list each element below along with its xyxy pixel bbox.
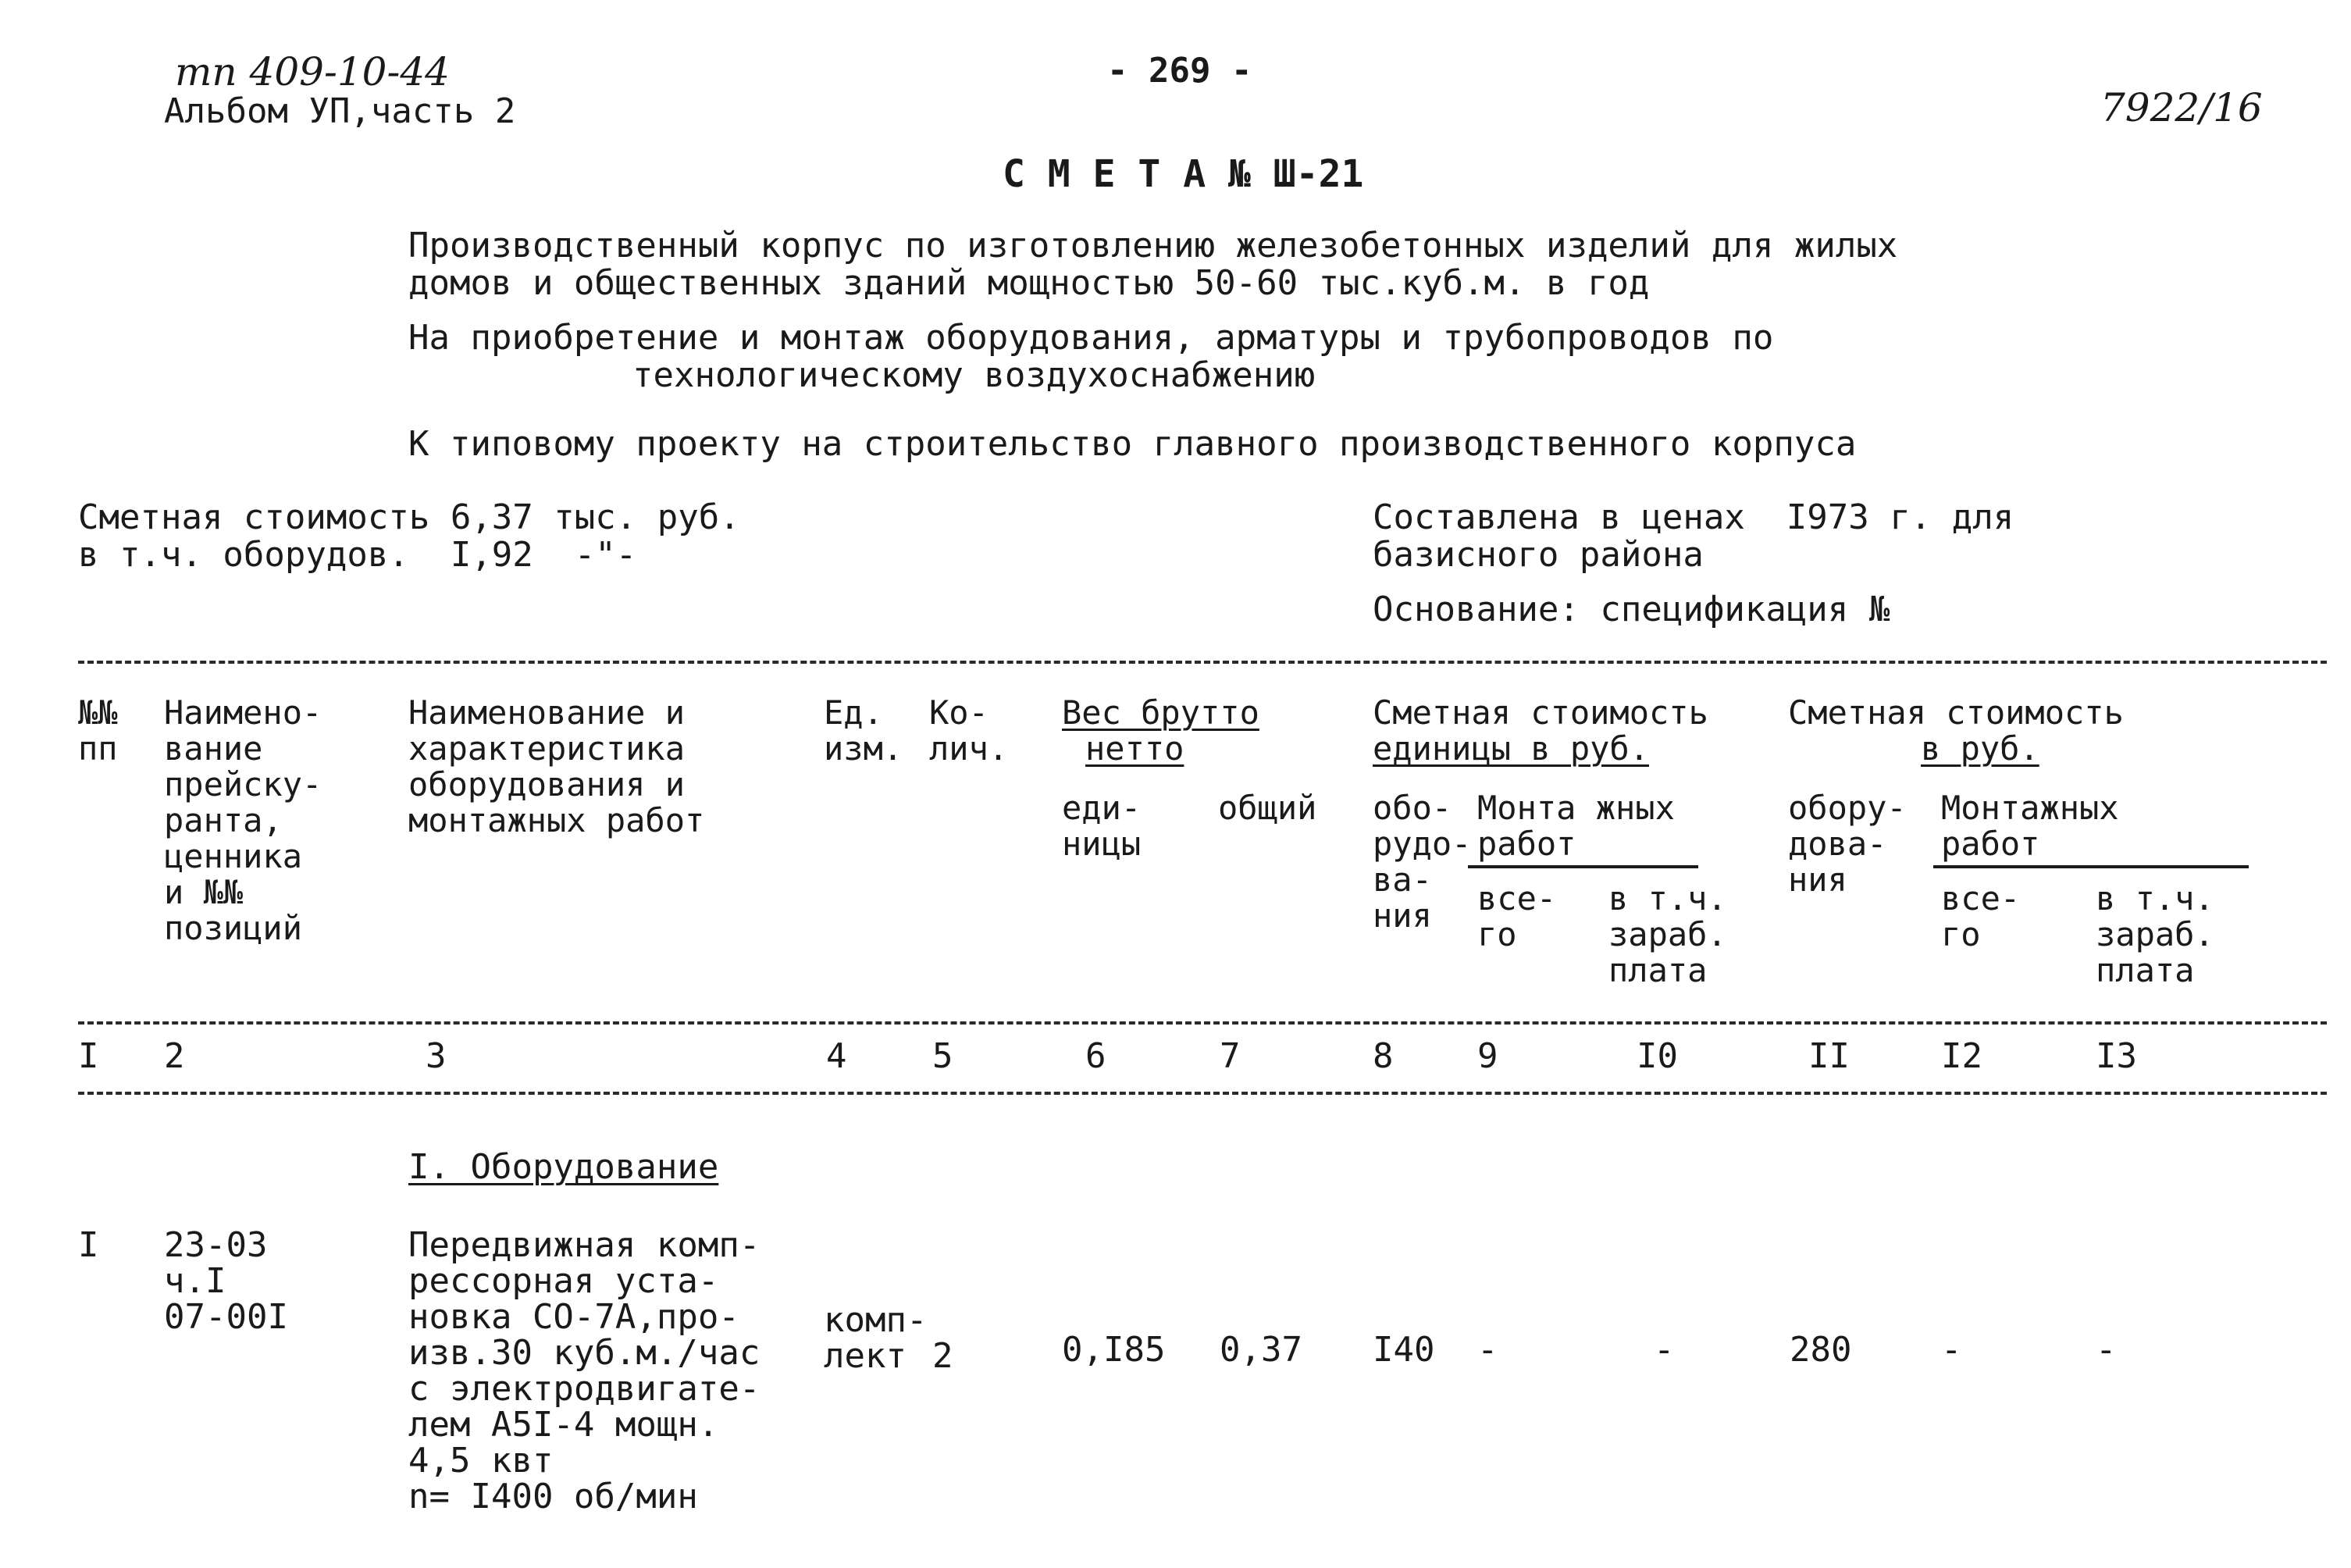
col-3-header-line-4: монтажных работ xyxy=(408,801,705,839)
album-label: Альбом УП,часть 2 xyxy=(164,91,516,131)
col-4-header-line-1: Ед. xyxy=(824,693,883,732)
col-8-header-line-4: ния xyxy=(1373,896,1432,935)
col-2-header-line-6: и №№ xyxy=(164,873,244,911)
col-5-header-line-1: Ко- xyxy=(929,693,988,732)
col-12-header-line-1: все- xyxy=(1941,879,2021,918)
unit-line-1: комп- xyxy=(824,1300,928,1340)
unit-mount-total: - xyxy=(1477,1330,1498,1370)
col-3-header-line-2: характеристика xyxy=(408,729,686,768)
col-2-header-line-3: прейску- xyxy=(164,765,322,804)
unit-cost-group-line-2: единицы в руб. xyxy=(1373,729,1650,768)
col-2-header-line-2: вание xyxy=(164,729,263,768)
total-equipment-cost: 280 xyxy=(1790,1330,1852,1370)
col-2-header-line-1: Наимено- xyxy=(164,693,322,732)
description-line-3: новка СО-7А,про- xyxy=(408,1297,739,1337)
price-ref-line-1: 23-03 xyxy=(164,1225,268,1265)
total-mount-label-line-1: Монтажных xyxy=(1941,789,2119,827)
specification-basis: Основание: спецификация № xyxy=(1373,590,1890,629)
col-7-header: общий xyxy=(1218,789,1317,827)
price-basis-year: Составлена в ценах I973 г. для xyxy=(1373,497,2014,537)
weight-group-header: Вес брутто xyxy=(1062,693,1259,732)
object-line-2: домов и общественных зданий мощностью 50-60 тыс.куб.м. в год xyxy=(408,263,1650,303)
description-line-6: лем А5I-4 мощн. xyxy=(408,1405,719,1445)
column-numbers-bottom-rule xyxy=(78,1092,2327,1095)
price-basis-region: базисного района xyxy=(1373,535,1704,575)
unit-equipment-cost: I40 xyxy=(1373,1330,1435,1370)
weight-unit: 0,I85 xyxy=(1062,1330,1166,1370)
unit-mount-label-line-1: Монта жных xyxy=(1477,789,1675,827)
col-13-header-line-2: зараб. xyxy=(2096,915,2214,953)
column-number: 7 xyxy=(1220,1036,1241,1076)
col-2-header-line-7: позиций xyxy=(164,909,303,947)
estimated-cost: Сметная стоимость 6,37 тыс. руб. xyxy=(78,497,740,537)
total-cost-group-line-1: Сметная стоимость xyxy=(1788,693,2124,732)
col-11-header-line-2: дова- xyxy=(1788,825,1887,863)
col-10-header-line-2: зараб. xyxy=(1608,915,1727,953)
equipment-cost: в т.ч. оборудов. I,92 -"- xyxy=(78,535,637,575)
purpose-line-1: На приобретение и монтаж оборудования, арматуры и трубопроводов по xyxy=(408,318,1774,358)
page-number: - 269 - xyxy=(1107,51,1252,91)
row-number: I xyxy=(78,1225,99,1265)
weight-total: 0,37 xyxy=(1220,1330,1302,1370)
description-line-7: 4,5 квт xyxy=(408,1441,554,1481)
column-number: I3 xyxy=(2096,1036,2137,1076)
column-number: I2 xyxy=(1941,1036,1982,1076)
column-number: II xyxy=(1808,1036,1850,1076)
col-9-header-line-1: все- xyxy=(1477,879,1557,918)
unit-mount-label-line-2: работ xyxy=(1477,825,1576,863)
total-mount-label-line-2: работ xyxy=(1941,825,2040,863)
price-ref-line-2: ч.I xyxy=(164,1261,226,1301)
col-9-header-line-2: го xyxy=(1477,915,1517,953)
weight-netto-label: нетто xyxy=(1085,729,1184,768)
col-4-header-line-2: изм. xyxy=(824,729,903,768)
column-number: I xyxy=(78,1036,99,1076)
col-10-header-line-1: в т.ч. xyxy=(1608,879,1727,918)
unit-mount-wage: - xyxy=(1654,1330,1675,1370)
col-12-header-line-2: го xyxy=(1941,915,1981,953)
price-ref-line-3: 07-00I xyxy=(164,1297,288,1337)
unit-cost-group-line-1: Сметная стоимость xyxy=(1373,693,1708,732)
col-2-header-line-5: ценника xyxy=(164,837,303,875)
col-6-header-line-1: еди- xyxy=(1062,789,1142,827)
column-number: 8 xyxy=(1373,1036,1394,1076)
project-line: К типовому проекту на строительство главного производственного корпуса xyxy=(408,424,1857,464)
description-line-1: Передвижная комп- xyxy=(408,1225,761,1265)
section-title: I. Оборудование xyxy=(408,1147,719,1187)
description-line-2: рессорная уста- xyxy=(408,1261,719,1301)
column-number: 6 xyxy=(1085,1036,1106,1076)
unit-line-2: лект xyxy=(824,1336,907,1376)
object-line-1: Производственный корпус по изготовлению железобетонных изделий для жилых xyxy=(408,226,1898,265)
col-11-header-line-3: ния xyxy=(1788,861,1847,899)
column-number: 2 xyxy=(164,1036,185,1076)
col-1-header-line-1: №№ xyxy=(78,693,118,732)
column-number: 4 xyxy=(826,1036,847,1076)
total-mount-wage: - xyxy=(2096,1330,2117,1370)
col-1-header-line-2: пп xyxy=(78,729,118,768)
col-11-header-line-1: обору- xyxy=(1788,789,1907,827)
description-line-4: изв.30 куб.м./час xyxy=(408,1333,761,1373)
column-number: 5 xyxy=(932,1036,953,1076)
unit-mount-rule xyxy=(1468,865,1698,868)
col-8-header-line-3: ва- xyxy=(1373,861,1432,899)
col-8-header-line-2: рудо- xyxy=(1373,825,1472,863)
total-mount-rule xyxy=(1933,865,2249,868)
col-3-header-line-1: Наименование и xyxy=(408,693,686,732)
sheet-code: 7922/16 xyxy=(2100,85,2263,130)
quantity: 2 xyxy=(932,1336,953,1376)
col-2-header-line-4: ранта, xyxy=(164,801,283,839)
column-number: 3 xyxy=(426,1036,447,1076)
column-numbers-top-rule xyxy=(78,1021,2327,1025)
col-6-header-line-2: ницы xyxy=(1062,825,1142,863)
estimate-title: С М Е Т А № Ш-21 xyxy=(1003,152,1364,196)
total-mount-total: - xyxy=(1941,1330,1962,1370)
table-top-rule xyxy=(78,661,2327,664)
column-number: I0 xyxy=(1637,1036,1678,1076)
column-number: 9 xyxy=(1477,1036,1498,1076)
col-10-header-line-3: плата xyxy=(1608,951,1708,989)
col-8-header-line-1: обо- xyxy=(1373,789,1452,827)
description-line-8: n= I400 об/мин xyxy=(408,1477,698,1516)
doc-code: тп 409-10-44 xyxy=(175,49,450,94)
total-cost-group-line-2: в руб. xyxy=(1921,729,2039,768)
purpose-line-2: технологическому воздухоснабжению xyxy=(632,355,1316,395)
description-line-5: с электродвигате- xyxy=(408,1369,761,1409)
col-3-header-line-3: оборудования и xyxy=(408,765,686,804)
col-13-header-line-3: плата xyxy=(2096,951,2195,989)
col-13-header-line-1: в т.ч. xyxy=(2096,879,2214,918)
col-5-header-line-2: лич. xyxy=(929,729,1009,768)
